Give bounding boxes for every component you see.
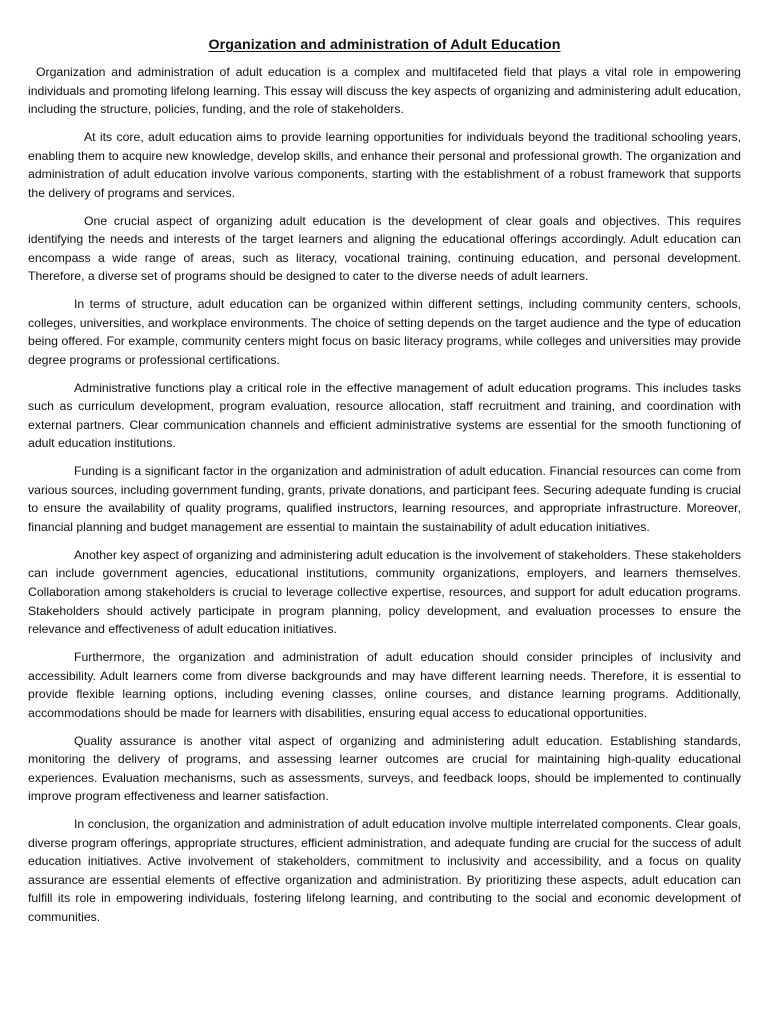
paragraph-inclusivity: Furthermore, the organization and administration of adult education should consider principles of inclusivity and accessibility. Adult learners come from diverse backgrounds and may have different learning needs. Therefore, it is essential to provide flexible learning options, including evening classes, online courses, and distance learning programs. Additionally, accommodations should be made for learners with disabilities, ensuring equal access to educational opportunities. [28,649,741,720]
paragraph-goals-objectives: One crucial aspect of organizing adult education is the development of clear goals and objectives. This requires identifying the needs and interests of the target learners and aligning the educational offerings accordingly. Adult education can encompass a wide range of areas, such as literacy, vocational training, continuing education, and personal development. Therefore, a diverse set of programs should be designed to cater to the diverse needs of adult learners. [28,213,741,284]
paragraph-introduction: Organization and administration of adult education is a complex and multifaceted field that plays a vital role in empowering individuals and promoting lifelong learning. This essay will discuss the key aspects of organizing and administering adult education, including the structure, policies, funding, and the role of stakeholders. [28,65,741,117]
paragraph-structure: In terms of structure, adult education can be organized within different settings, including community centers, schools, colleges, universities, and workplace environments. The choice of setting depends on the target audience and the type of education being offered. For example, community centers might focus on basic literacy programs, while colleges and universities may provide degree programs or professional certifications. [28,297,741,367]
paragraph-administrative-functions: Administrative functions play a critical role in the effective management of adult education programs. This includes tasks such as curriculum development, program evaluation, resource allocation, staff recruitment and training, and coordination with external partners. Clear communication channels and efficient administrative systems are essential for the smooth functioning of adult education institutions. [28,380,741,451]
paragraph-conclusion: In conclusion, the organization and administration of adult education involve multiple interrelated components. Clear goals, diverse program offerings, appropriate structures, efficient administration, and adequate funding are crucial for the success of adult education initiatives. Active involvement of stakeholders, commitment to inclusivity and accessibility, and a focus on quality assurance are essential elements of effective organization and administration. By prioritizing these aspects, adult education can fulfill its role in empowering individuals, fostering lifelong learning, and contributing to the social and economic development of communities. [28,817,741,925]
paragraph-core-aims: At its core, adult education aims to provide learning opportunities for individuals beyond the traditional schooling years, enabling them to acquire new knowledge, develop skills, and enhance their personal and professional growth. The organization and administration of adult education involve various components, starting with the establishment of a robust framework that supports the delivery of programs and services. [28,129,741,200]
paragraph-quality-assurance: Quality assurance is another vital aspect of organizing and administering adult education. Establishing standards, monitoring the delivery of programs, and assessing learner outcomes are crucial for maintaining high-quality educational experiences. Evaluation mechanisms, such as assessments, surveys, and feedback loops, should be implemented to continually improve program effectiveness and learner satisfaction. [28,733,741,804]
paragraph-stakeholders: Another key aspect of organizing and administering adult education is the involvement of stakeholders. These stakeholders can include government agencies, educational institutions, community organizations, employers, and learners themselves. Collaboration among stakeholders is crucial to leverage collective expertise, resources, and support for adult education programs. Stakeholders should actively participate in program planning, policy development, and evaluation processes to ensure the relevance and effectiveness of adult education initiatives. [28,547,741,637]
page-title: Organization and administration of Adult Education [208,37,561,53]
paragraph-funding: Funding is a significant factor in the organization and administration of adult education. Financial resources can come from various sources, including government funding, grants, private donations, and participant fees. Securing adequate funding is crucial to ensure the availability of quality programs, qualified instructors, learning resources, and appropriate infrastructure. Moreover, financial planning and budget management are essential to maintain the sustainability of adult education initiatives. [28,464,741,534]
